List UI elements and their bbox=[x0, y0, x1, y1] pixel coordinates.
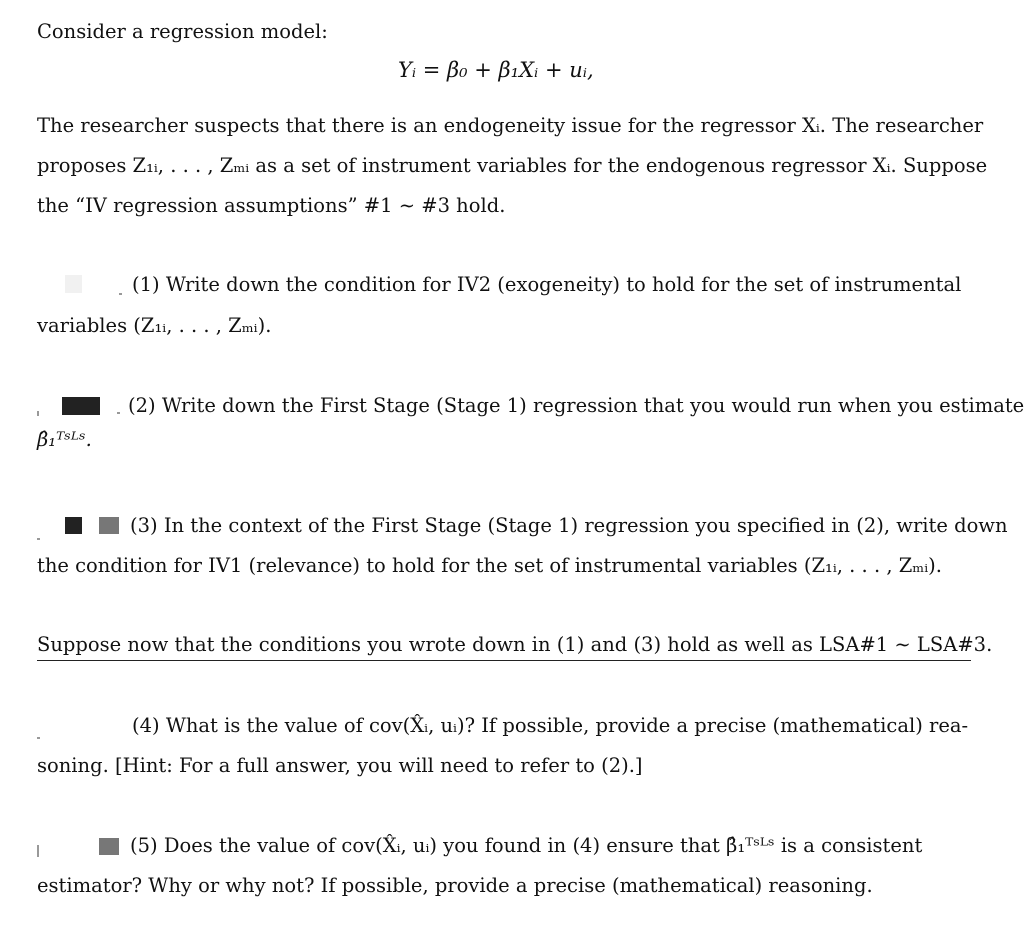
redaction-mark bbox=[99, 838, 119, 855]
question-1-line: variables (Z₁ᵢ, . . . , Zₘᵢ). bbox=[37, 314, 272, 337]
redaction-mark bbox=[62, 397, 100, 415]
paragraph-line: proposes Z₁ᵢ, . . . , Zₘᵢ as a set of instrument variables for the endogenous regressor Xᵢ. Suppose bbox=[37, 154, 988, 177]
assumption-statement: Suppose now that the conditions you wrote down in (1) and (3) hold as well as LSA#1 ∼ LSA#3. bbox=[37, 632, 971, 661]
paragraph-line: The researcher suspects that there is an endogeneity issue for the regressor Xᵢ. The researcher bbox=[37, 114, 984, 137]
redaction-mark bbox=[37, 411, 39, 416]
redaction-mark bbox=[37, 538, 40, 540]
question-5-line: estimator? Why or why not? If possible, provide a precise (mathematical) reasoning. bbox=[37, 874, 873, 897]
question-1-line: (1) Write down the condition for IV2 (exogeneity) to hold for the set of instrumental bbox=[132, 273, 962, 296]
redaction-mark bbox=[37, 737, 40, 739]
regression-equation: Yᵢ = β₀ + β₁Xᵢ + uᵢ, bbox=[398, 58, 594, 82]
question-5-line: (5) Does the value of cov(X̂ᵢ, uᵢ) you found in (4) ensure that β̂₁ᵀˢᴸˢ is a consistent bbox=[130, 834, 923, 857]
redaction-mark bbox=[119, 293, 122, 295]
question-4-line: soning. [Hint: For a full answer, you will need to refer to (2).] bbox=[37, 754, 643, 777]
beta-tsls-symbol: β̂₁ᵀˢᴸˢ. bbox=[37, 428, 92, 451]
redaction-mark bbox=[117, 412, 120, 414]
question-3-line: the condition for IV1 (relevance) to hold for the set of instrumental variables (Z₁ᵢ, . . . , Zₘᵢ). bbox=[37, 554, 942, 577]
redaction-mark bbox=[65, 517, 82, 534]
redaction-mark bbox=[65, 275, 82, 293]
question-2-line: (2) Write down the First Stage (Stage 1) regression that you would run when you estimate bbox=[128, 394, 1024, 417]
redaction-mark bbox=[37, 845, 39, 857]
question-4-line: (4) What is the value of cov(X̂ᵢ, uᵢ)? If possible, provide a precise (mathematical) rea- bbox=[132, 714, 969, 737]
paragraph-line: the “IV regression assumptions” #1 ∼ #3 hold. bbox=[37, 194, 506, 217]
redaction-mark bbox=[99, 517, 119, 534]
question-3-line: (3) In the context of the First Stage (Stage 1) regression you specified in (2), write down bbox=[130, 514, 1008, 537]
intro-text: Consider a regression model: bbox=[37, 20, 328, 43]
